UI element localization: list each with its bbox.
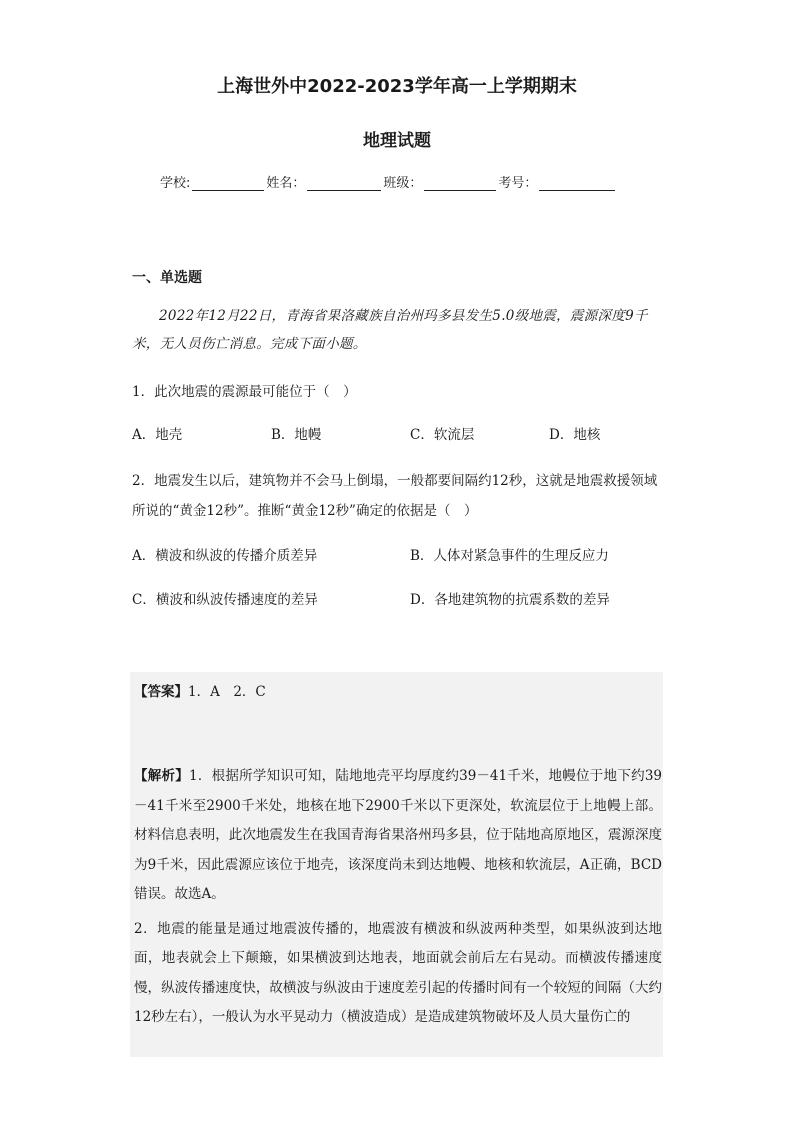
class-label: 班级： [383, 176, 423, 191]
question-2-option-c: C．横波和纵波传播速度的差异 [132, 592, 318, 608]
section-heading: 一、单选题 [132, 270, 202, 286]
question-1-option-c: C．软流层 [410, 427, 475, 443]
student-info-line [160, 172, 617, 191]
page-title: 上海世外中2022-2023学年高一上学期期末 [217, 76, 577, 97]
question-2-option-b: B．人体对紧急事件的生理反应力 [410, 548, 609, 564]
name-label: 姓名： [266, 176, 306, 191]
name-blank[interactable] [307, 176, 381, 191]
analysis-label: 【解析】 [134, 768, 190, 784]
question-2-option-d: D．各地建筑物的抗震系数的差异 [410, 592, 610, 608]
exam-number-label: 考号： [498, 176, 538, 191]
school-label: 学校: [160, 176, 191, 191]
question-2-stem: 2．地震发生以后，建筑物并不会马上倒塌，一般都要间隔约12秒，这就是地震救援领域所说的“黄金12秒”。推断“黄金12秒”确定的依据是（ ） [132, 473, 658, 519]
question-1-option-a: A．地壳 [132, 427, 183, 443]
question-1-option-d: D．地核 [549, 427, 601, 443]
page-subtitle: 地理试题 [363, 131, 431, 151]
analysis-paragraph-1 [134, 762, 662, 910]
analysis-paragraph-2: 2．地震的能量是通过地震波传播的，地震波有横波和纵波两种类型，如果纵波到达地面，地表就会上下颠簸，如果横波到达地表，地面就会前后左右晃动。而横波传播速度慢，纵波传播速度快，故横波与纵波由于速度差引起的传播时间有一个较短的间隔（大约12秒左右），一般认为水平晃动力（横波造成）是造成建筑物破坏及人员大量伤亡的 [134, 920, 662, 1025]
question-1-stem: 1．此次地震的震源最可能位于（ ） [132, 384, 357, 400]
answer-label: 【答案】 [134, 684, 188, 700]
school-blank[interactable] [192, 176, 264, 191]
question-2-option-a: A．横波和纵波的传播介质差异 [132, 548, 318, 564]
class-blank[interactable] [424, 176, 496, 191]
answer-text: 1．A 2．C [188, 684, 266, 700]
exam-number-blank[interactable] [539, 176, 615, 191]
analysis-text-1: 1．根据所学知识可知，陆地地壳平均厚度约39－41千米，地幔位于地下约39－41千米至2900千米处，地核在地下2900千米以下更深处，软流层位于上地幔上部。材料信息表明，此次地震发生在我国青海省果洛州玛多县，位于陆地高原地区，震源深度为9千米，因此震源应该位于地壳，该深度尚未到达地幔、地核和软流层，A正确，BCD错误。故选A。 [134, 768, 662, 902]
question-1-option-b: B．地幔 [271, 427, 322, 443]
answer-line [134, 680, 266, 700]
analysis-block [134, 762, 662, 1033]
question-intro: 2022年12月22日，青海省果洛藏族自治州玛多县发生5.0级地震，震源深度9千米，无人员伤亡消息。完成下面小题。 [132, 308, 648, 352]
